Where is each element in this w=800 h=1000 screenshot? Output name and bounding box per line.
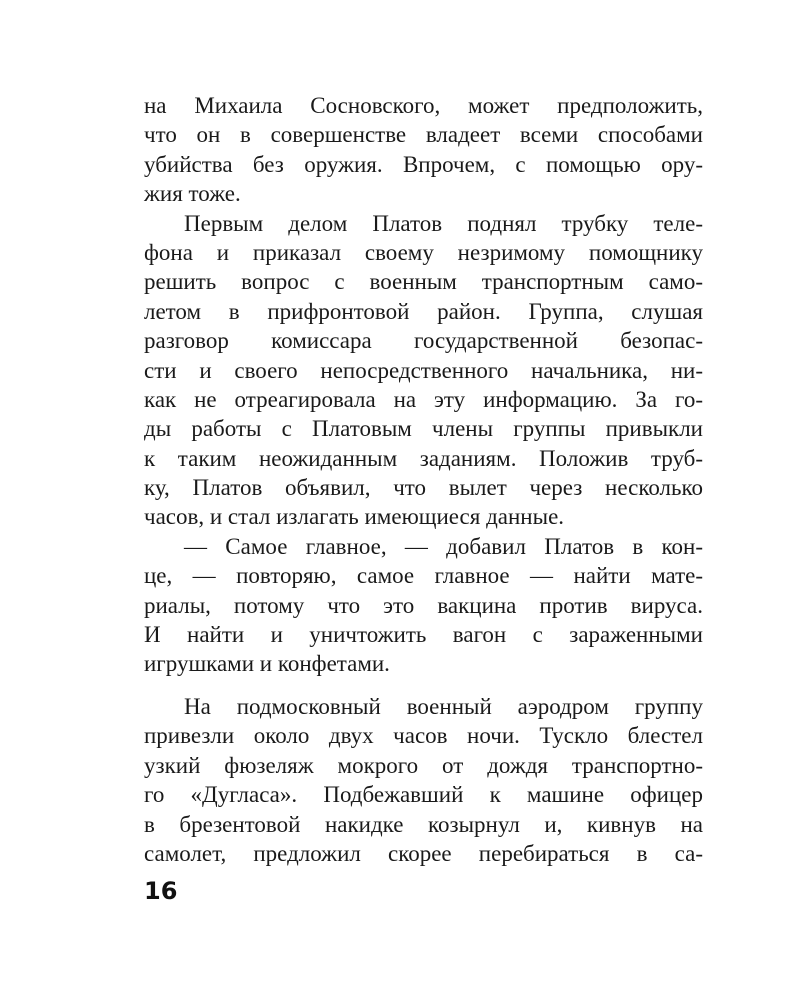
text-line: игрушками и конфетами. (144, 651, 390, 677)
text-line: — Самое главное, — добавил Платов в кон- (184, 533, 703, 559)
text-line: узкий фюзеляж мокрого от дождя транспортно- (144, 752, 703, 778)
text-line: ды работы с Платовым члены группы привыкли (144, 416, 703, 442)
text-line: разговор комиссара государственной безопас- (144, 328, 703, 354)
text-line: на Михаила Сосновского, может предположить, (144, 93, 703, 118)
text-line: самолет, предложил скорее перебираться в са- (144, 840, 703, 866)
page-number: 16 (144, 877, 178, 905)
text-line: привезли около двух часов ночи. Тускло блестел (144, 723, 703, 749)
text-line: решить вопрос с военным транспортным само- (144, 269, 703, 295)
text-line: в брезентовой накидке козырнул и, кивнув на (144, 811, 703, 837)
text-line: часов, и стал излагать имеющиеся данные. (144, 504, 565, 530)
text-line: сти и своего непосредственного начальника, ни- (144, 357, 703, 383)
text-line: к таким неожиданным заданиям. Положив труб- (144, 445, 703, 471)
text-line: летом в прифронтовой район. Группа, слушая (144, 298, 703, 324)
text-block-lower (144, 692, 703, 868)
text-block-upper (144, 91, 703, 679)
text-line: убийства без оружия. Впрочем, с помощью ору- (144, 151, 703, 177)
text-line: Первым делом Платов поднял трубку теле- (184, 210, 703, 236)
text-line: как не отреагировала на эту информацию. За го- (144, 386, 703, 412)
text-line: фона и приказал своему незримому помощнику (144, 239, 703, 265)
text-line: жия тоже. (144, 181, 241, 207)
text-line: ку, Платов объявил, что вылет через несколько (144, 475, 703, 501)
text-line: И найти и уничтожить вагон с зараженными (144, 622, 703, 648)
text-line: что он в совершенстве владеет всеми способами (144, 122, 703, 148)
text-line: На подмосковный военный аэродром группу (184, 694, 703, 719)
text-line: це, — повторяю, самое главное — найти мате- (144, 563, 703, 589)
text-line: риалы, потому что это вакцина против вируса. (144, 592, 703, 618)
text-line: го «Дугласа». Подбежавший к машине офицер (144, 782, 703, 808)
